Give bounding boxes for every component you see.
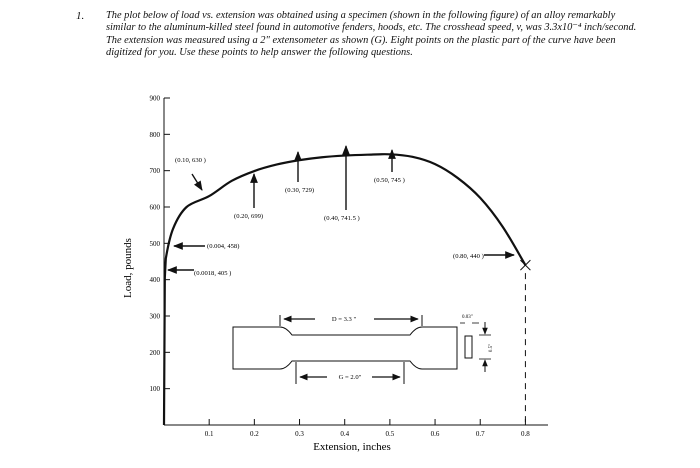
y-axis-label: Load, pounds (122, 238, 134, 298)
specimen-outline (233, 327, 457, 369)
y-tick-label: 200 (149, 348, 160, 357)
x-tick-label: 0.7 (475, 430, 485, 438)
point-label: (0.30, 729) (285, 187, 315, 194)
point-label: (0.80, 440 ) (453, 253, 484, 260)
x-tick-label: 0.8 (521, 430, 530, 438)
point-label: (0.50, 745 ) (374, 177, 405, 184)
y-tick-label: 100 (149, 385, 160, 394)
point-arrow (192, 174, 202, 190)
y-tick-label: 700 (149, 167, 160, 176)
thickness-label: 0.03" (462, 315, 473, 320)
x-tick-label: 0.6 (430, 430, 440, 438)
y-tick-label: 600 (149, 203, 160, 212)
width-label: 0.5" (489, 343, 494, 353)
specimen-length-label: D = 3.3 " (331, 316, 357, 323)
x-tick-label: 0.1 (204, 430, 214, 438)
y-tick-label: 800 (149, 130, 160, 139)
problem-number: 1. (76, 10, 85, 22)
specimen-figure (233, 315, 494, 384)
annotations (168, 146, 514, 277)
axes (150, 95, 549, 439)
cross-section (465, 336, 472, 358)
problem-text: The plot below of load vs. extension was obtained using a specimen (shown in the following figure) of an alloy remarkably similar to the aluminum-killed steel found in automotive fenders, hoods, etc. The crosshead speed, v, was 3.3x10⁻⁴ inch/second. The extension was measured using a 2" extensometer as shown (G). Eight points on the plastic part of the curve have been digitized for you. Use these points to help answer the following questions. (106, 10, 637, 59)
x-axis-label: Extension, inches (313, 441, 391, 453)
x-tick-label: 0.2 (249, 430, 259, 438)
y-tick-label: 300 (149, 312, 160, 321)
load-extension-curve (164, 154, 525, 425)
x-tick-label: 0.3 (295, 430, 304, 438)
point-label: (0.004, 458) (207, 243, 240, 250)
x-tick-label: 0.4 (340, 430, 350, 438)
point-label: (0.0018, 405 ) (194, 270, 232, 277)
x-tick-label: 0.5 (385, 430, 395, 438)
y-tick-label: 400 (149, 276, 160, 285)
point-label: (0.20, 699) (234, 213, 264, 220)
y-tick-label: 900 (149, 94, 160, 103)
y-tick-label: 500 (149, 239, 160, 248)
point-label: (0.10, 630 ) (175, 157, 206, 164)
curve-layer (164, 154, 530, 425)
specimen-gauge-label: G = 2.0" (338, 374, 362, 381)
point-label: (0.40, 741.5 ) (324, 215, 360, 222)
